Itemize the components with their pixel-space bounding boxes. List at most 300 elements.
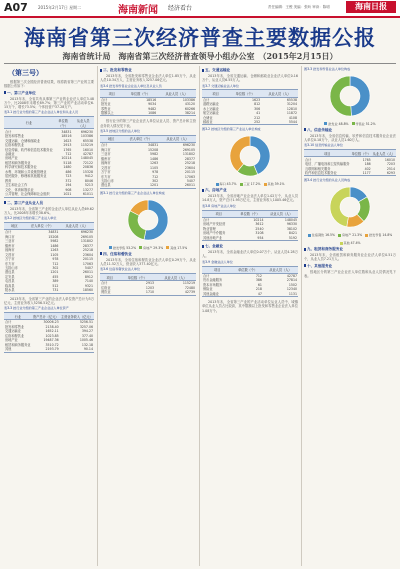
table-cell: 其他: [4, 347, 32, 352]
legend-item: 海口 43.7%: [216, 181, 237, 186]
table-cell: 34831: [61, 129, 72, 134]
table-cell: 712: [65, 152, 72, 156]
chart-legend: [304, 232, 396, 245]
table-cell: 屯昌县: [5, 279, 15, 284]
table-cell: 12810: [286, 106, 297, 111]
table-cell: 邮政业: [202, 120, 229, 125]
masthead: [0, 0, 400, 18]
table-cell: 61: [257, 282, 262, 287]
table-cell: 交通运输业: [5, 329, 21, 334]
legend-item: 批发零售 53.2%: [109, 245, 136, 250]
table-cell: 302: [52, 266, 59, 271]
column-divider: [97, 66, 98, 566]
table-cell: 软件和信息技术服务业: [304, 171, 351, 176]
subheading: 八、信息传输业: [304, 128, 396, 133]
table-cell: 儋州市: [5, 243, 15, 248]
table-caption: 表3-3 按行业分组的第三产业企业法人单位资产: [4, 306, 69, 311]
table-cell: 20115: [184, 170, 195, 175]
table-cell: 18516: [61, 134, 72, 139]
table-cell: 269105: [182, 147, 195, 152]
table-header-row: [100, 273, 196, 280]
table-caption: 表3-4 批发和零售业企业法人单位及从业人员: [100, 83, 162, 88]
paragraph: 2013年末，全省房地产业企业法人单位1.02万个，从业人员14.8万人，资产总计1.95万亿元，主营业务收入1005.46亿元。: [202, 194, 298, 203]
table-cell: 住宿和餐饮业: [5, 143, 25, 148]
legend-item: 房地产 21.3%: [338, 232, 362, 237]
table-caption: 表3-5 按地区分组的法人单位: [100, 129, 141, 134]
table-cell: 水利、环境和公共设施管理业: [5, 169, 47, 174]
table-cell: 34831: [148, 143, 159, 148]
table-cell: 12340: [286, 287, 297, 292]
table-cell: 16010: [82, 147, 93, 152]
table-caption: 表3-1 按行业分组的第三产业企业法人单位和从业人员: [4, 110, 79, 115]
table-cell: 2138.40: [45, 324, 59, 329]
table-cell: 7140: [84, 279, 93, 284]
legend-item: 批发业 48.8%: [324, 121, 348, 126]
column-header: 单位数（个）: [229, 90, 261, 97]
column-header: 主营业务收入（亿元）: [60, 313, 94, 320]
table-caption: 表3-7 交通运输业法人单位: [202, 83, 239, 88]
column-header: 从业人员（人）: [372, 150, 396, 157]
table-cell: 交通运输、仓储和邮政业: [5, 138, 41, 143]
table-cell: 租赁和商务服务业: [5, 342, 31, 347]
table-cell: 16010: [384, 157, 395, 162]
table-cell: 72480: [184, 285, 195, 290]
column-4: [304, 66, 396, 566]
table-cell: 万宁市: [5, 257, 15, 262]
table-header-row: [4, 117, 94, 129]
table-cell: 1263: [50, 248, 59, 253]
table-cell: 澄迈县: [5, 270, 15, 275]
bulletin-number: （第三号）: [8, 69, 43, 77]
table-cell: 定安县: [5, 274, 15, 279]
table-cell: 2514: [386, 166, 395, 171]
table-cell: 合计: [5, 129, 12, 134]
table-cell: 合计: [101, 143, 108, 148]
table-cell: 居民服务、修理和其他服务业: [5, 174, 47, 179]
table-cell: 131802: [80, 239, 93, 244]
table-cell: 互联网和相关服务: [305, 166, 331, 171]
table-cell: 486: [65, 169, 72, 174]
table-caption: 表3-9 金融业法人单位: [202, 259, 233, 264]
column-header: 从业人员（人）: [265, 210, 298, 217]
paragraph: 按地区分的第三产业企业法人单位数和从业人员情况见下表。: [304, 269, 396, 278]
table-cell: 13277: [82, 187, 93, 192]
column-header: 项目: [304, 150, 351, 157]
table-cell: 澄迈县: [100, 183, 122, 188]
table-cell: 712: [255, 273, 262, 278]
subheading: 九、租赁和商务服务业: [304, 247, 396, 252]
column-3: [202, 66, 298, 566]
table-cell: 386: [255, 278, 262, 283]
column-header: 单位数（个）: [54, 117, 73, 129]
table-cell: 696230: [80, 230, 93, 235]
table-cell: 合计: [101, 281, 108, 286]
section-brand: 海南新闻: [118, 5, 158, 16]
table-cell: 731: [25, 288, 60, 293]
table-cell: 377.40: [81, 333, 93, 338]
table-cell: 8421: [288, 231, 297, 236]
table-cell: 五指山市: [5, 266, 18, 271]
legend-swatch: [240, 183, 243, 186]
donut-chart: [118, 197, 178, 243]
table-cell: 2913: [145, 281, 155, 286]
table-cell: 25218: [184, 161, 195, 166]
table-cell: 212: [254, 115, 261, 120]
table-cell: 1021: [54, 192, 73, 197]
table-cell: 儋州市: [101, 156, 111, 161]
table-cell: 25218: [82, 248, 93, 253]
table-cell: 其他金融业: [202, 292, 232, 297]
table-cell: 5982: [150, 152, 159, 157]
table-row: [202, 236, 298, 241]
table-cell: 194: [65, 183, 72, 188]
table-cell: 26011: [82, 270, 93, 275]
table-cell: 1201: [50, 270, 59, 275]
table-cell: 1203: [145, 285, 155, 290]
table-cell: 512: [52, 283, 59, 288]
data-table: [100, 273, 196, 296]
section-name: 经济看台: [168, 5, 193, 12]
table-row: [304, 171, 396, 176]
table-cell: 15208: [48, 234, 59, 239]
legend-swatch: [109, 246, 112, 249]
table-cell: 5544: [261, 120, 298, 125]
data-table: [4, 222, 94, 294]
table-cell: 115219: [80, 143, 93, 148]
table-cell: 978: [152, 170, 159, 175]
subheading: 七、金融业: [202, 244, 298, 249]
table-cell: 1765: [63, 147, 72, 152]
table-cell: 60266: [184, 106, 195, 111]
table-row: [4, 192, 94, 197]
table-cell: 仓储业: [203, 115, 213, 120]
data-table: [202, 89, 298, 125]
pie-slice: [330, 76, 352, 116]
page-headline: 海南省第三次经济普查主要数据公报: [24, 26, 376, 50]
table-cell: 269105: [80, 234, 93, 239]
column-header: 项目: [202, 90, 229, 97]
table-cell: 合计: [203, 273, 210, 278]
table-cell: 41: [256, 111, 261, 116]
column-header: 行业: [4, 117, 54, 129]
table-cell: 28377: [184, 156, 195, 161]
table-cell: 9482: [148, 106, 157, 111]
column-header: 单位数（个）: [232, 266, 262, 273]
table-row: [100, 183, 196, 188]
table-cell: 批发业: [101, 102, 111, 107]
column-header: 单位数（个）: [124, 90, 158, 97]
table-header-row: [4, 222, 94, 229]
table-cell: 房地产业: [5, 338, 18, 343]
subheading: 十、其他服务业: [304, 264, 396, 269]
table-cell: 1005.46: [79, 338, 93, 343]
subheading: 一、第三产业单位: [4, 91, 94, 96]
table-cell: 房地产开发经营: [203, 222, 226, 227]
table-cell: 1480: [63, 165, 72, 170]
table-cell: 资本市场服务: [203, 282, 223, 287]
table-cell: 8912: [84, 274, 93, 279]
table-cell: 812: [254, 102, 261, 107]
table-caption: 表3-2 按地区分组的第三产业法人单位: [4, 216, 57, 221]
table-cell: 20836: [82, 165, 93, 170]
column-header: 项目: [202, 210, 235, 217]
legend-swatch: [352, 122, 355, 125]
table-header-row: [202, 90, 298, 97]
editor-credits: 责任编辑：王俊 美编：张昕 审读：陈明: [268, 5, 330, 9]
legend-swatch: [264, 183, 267, 186]
table-cell: 万宁市: [101, 170, 111, 175]
column-header: 资产总计（亿元）: [32, 313, 60, 320]
table-cell: 5192: [265, 236, 298, 241]
table-cell: 9321: [84, 283, 93, 288]
table-cell: 房地产中介服务: [203, 231, 226, 236]
chart-caption: 图3-3 批发和零售业法人单位构成: [304, 67, 351, 71]
table-cell: 1023.85: [45, 333, 59, 338]
table-cell: 5407: [186, 178, 195, 183]
column-header: 地区: [4, 222, 25, 229]
table-cell: 合计: [5, 230, 12, 235]
table-cell: 42787: [286, 273, 297, 278]
column-divider: [199, 66, 200, 566]
table-cell: 72122: [82, 160, 93, 165]
table-cell: 11872: [286, 111, 297, 116]
table-cell: 696230: [80, 129, 93, 134]
table-cell: 252: [229, 120, 261, 125]
table-cell: 10214: [61, 156, 72, 161]
table-cell: 908: [65, 187, 72, 192]
table-caption: 表3-10 信息传输业法人单位: [304, 143, 343, 148]
paragraph: 2013年末，全省批发和零售业企业法人单位1.85万个，从业人员10.34万人，主营业务收入3257.06亿元。: [100, 74, 196, 83]
table-row: [4, 347, 94, 352]
column-header: 从业人员（人）: [261, 90, 298, 97]
table-cell: 978: [52, 257, 59, 262]
table-cell: 2193.79: [32, 347, 60, 352]
table-cell: 20115: [82, 257, 93, 262]
column-2: [100, 66, 196, 566]
table-cell: 租赁和商务服务业: [5, 160, 31, 165]
subheading: 三、批发和零售业: [100, 68, 196, 73]
table-caption: 表3-6 住宿和餐饮业法人单位: [100, 267, 141, 272]
pie-slice: [350, 76, 370, 116]
legend-swatch: [324, 122, 327, 125]
table-cell: 1201: [122, 183, 159, 188]
table-cell: 23604: [184, 165, 195, 170]
table-cell: 28377: [82, 243, 93, 248]
table-cell: 文昌市: [5, 252, 15, 257]
table-cell: 1710: [119, 290, 155, 295]
column-header: 地区: [100, 135, 122, 142]
chart-caption: 图3-4 按行业分组的从业人员构成: [304, 178, 351, 183]
column-header: 单位数（个）: [235, 210, 264, 217]
legend-item: 其他 39.1%: [264, 181, 285, 186]
table-cell: 琼海市: [5, 248, 15, 253]
table-cell: 批发和零售业: [5, 324, 25, 329]
table-cell: 3612: [255, 222, 264, 227]
table-cell: 372: [65, 178, 72, 183]
table-cell: 3108: [255, 231, 264, 236]
chart-legend: [304, 121, 396, 126]
subheading: 四、住宿和餐饮业: [100, 252, 196, 257]
table-cell: 文昌市: [101, 165, 111, 170]
column-header: 法人单位（个）: [25, 222, 60, 229]
table-cell: 合计: [5, 320, 12, 325]
column-divider: [301, 66, 302, 566]
table-cell: 103386: [182, 97, 195, 102]
column-header: 从业人员（人）: [159, 135, 196, 142]
table-cell: 17063: [82, 261, 93, 266]
table-row: [100, 290, 196, 295]
legend-item: 其他 17.5%: [166, 245, 187, 250]
table-cell: 陵水县: [4, 288, 25, 293]
table-cell: 5256.51: [79, 320, 93, 325]
table-cell: 43120: [184, 102, 195, 107]
table-cell: 合计: [203, 97, 210, 102]
table-cell: 10214: [253, 217, 264, 222]
table-cell: 455: [52, 274, 59, 279]
table-cell: 9412: [84, 174, 93, 179]
table-cell: 712: [152, 174, 159, 179]
table-cell: 1263: [150, 161, 159, 166]
table-row: [100, 111, 196, 116]
table-cell: 航空运输业: [203, 111, 219, 116]
data-table: [202, 266, 298, 298]
table-header-row: [4, 313, 94, 320]
subheading: 二、第三产业从业人员: [4, 201, 94, 206]
table-cell: 31204: [286, 102, 297, 107]
table-cell: 东方市: [5, 261, 15, 266]
table-cell: 5118: [63, 160, 72, 165]
page-number: A07: [4, 1, 28, 14]
newspaper-logo: 海南日报: [346, 1, 396, 13]
table-header-row: [100, 135, 196, 142]
legend-swatch: [166, 246, 169, 249]
table-row: [202, 120, 298, 125]
issue-date: 2015年2月17日 星期二: [38, 5, 82, 10]
table-cell: 696230: [182, 143, 195, 148]
legend-item: 零售业 51.2%: [352, 121, 376, 126]
table-cell: 186: [364, 162, 371, 167]
table-cell: 三亚市: [101, 152, 111, 157]
table-cell: 42739: [155, 290, 196, 295]
table-cell: 批发和零售业: [5, 134, 25, 139]
table-cell: 卫生和社会工作: [5, 183, 28, 188]
data-table: [304, 149, 396, 176]
legend-swatch: [338, 234, 341, 237]
table-cell: 公共管理、社会保障和社会组织: [4, 192, 54, 197]
table-cell: 1105: [50, 252, 59, 257]
table-cell: 61011: [72, 192, 94, 197]
table-header-row: [202, 210, 298, 217]
paragraph: 2013年末，全省第三产业的企业法人单位资产总计为3万亿元，主营业务收入5256.51亿元。: [4, 296, 94, 305]
legend-item: 房地产 29.3%: [139, 245, 163, 250]
table-cell: 东方市: [101, 174, 111, 179]
column-header: 从业人员（人）: [59, 222, 94, 229]
table-header-row: [202, 266, 298, 273]
table-cell: 4108: [288, 115, 297, 120]
table-cell: 42787: [82, 152, 93, 156]
table-cell: 金融业: [5, 152, 15, 156]
table-cell: 712: [52, 261, 59, 266]
table-cell: 18516: [146, 97, 157, 102]
table-cell: 132.18: [81, 342, 93, 347]
legend-item: 住宿餐饮 16.5%: [308, 232, 335, 237]
table-cell: 96330: [286, 222, 297, 227]
table-cell: 65538: [82, 138, 93, 143]
data-table: [100, 135, 196, 189]
data-table: [4, 312, 94, 352]
table-cell: 1486: [50, 243, 59, 248]
table-cell: 3510.72: [45, 342, 59, 347]
table-header-row: [100, 90, 196, 97]
table-cell: 26011: [159, 183, 196, 188]
paragraph: 2013年末，全省金融业法人单位0.07万个，从业人员4.28万人。: [202, 250, 298, 259]
column-header: 从业人员（人）: [72, 117, 94, 129]
table-cell: 15328: [82, 169, 93, 174]
table-cell: 1105: [150, 165, 159, 170]
table-cell: 合计: [203, 217, 210, 222]
table-cell: 保险业: [203, 287, 213, 292]
paragraph: 2013年末，全省住宿和餐饮业企业法人单位0.29万个，从业人员11.52万人，营业收入377.40亿元。: [100, 257, 196, 266]
table-cell: 1765: [362, 157, 371, 162]
data-table: [202, 210, 298, 242]
table-cell: 389: [52, 279, 59, 284]
legend-swatch: [308, 234, 311, 237]
table-cell: 148045: [80, 156, 93, 161]
column-header: 单位数（个）: [351, 150, 372, 157]
table-cell: 1652.11: [45, 329, 59, 334]
table-cell: 306: [254, 106, 261, 111]
table-cell: 65538: [286, 97, 297, 102]
paragraph: 2013年末，全省信息传输、软件和信息技术服务业企业法人单位0.18万个，从业人员1.60万人。: [304, 133, 396, 143]
data-table: [100, 89, 196, 116]
table-cell: 物业管理: [203, 226, 216, 231]
table-cell: 8046: [84, 178, 93, 183]
table-cell: 文化、体育和娱乐业: [5, 187, 34, 192]
table-cell: 90.14: [60, 347, 94, 352]
table-cell: 5982: [50, 239, 59, 244]
table-cell: 6293: [372, 171, 396, 176]
table-cell: 2540: [255, 226, 264, 231]
donut-chart: [320, 73, 380, 119]
table-row: [202, 292, 298, 297]
table-cell: 海口市: [5, 234, 15, 239]
subheading: 六、房地产业: [202, 188, 298, 193]
paragraph: 2013年末，全省交通运输、仓储和邮政业企业法人单位0.16万个，从业人员6.55万人。: [202, 74, 298, 83]
table-cell: 1086: [124, 111, 158, 116]
legend-swatch: [365, 234, 368, 237]
table-cell: 1131: [263, 292, 298, 297]
table-caption: 表3-8 房地产业法人单位: [202, 203, 236, 208]
table-cell: 水上运输业: [203, 106, 219, 111]
table-cell: 零售业: [101, 106, 111, 111]
table-cell: 103386: [80, 134, 93, 139]
column-header: 项目: [100, 90, 124, 97]
legend-swatch: [216, 183, 219, 186]
pie-slice: [330, 187, 350, 227]
table-cell: 海口市: [101, 147, 111, 152]
table-cell: 住宿业: [101, 285, 111, 290]
table-cell: 三亚市: [5, 239, 15, 244]
table-cell: 394.27: [81, 329, 93, 334]
table-cell: 五指山市: [101, 178, 114, 183]
table-cell: 954: [235, 236, 264, 241]
table-cell: 15208: [148, 147, 159, 152]
column-header: 项目: [202, 266, 232, 273]
table-cell: 5407: [84, 266, 93, 271]
paragraph: 根据第三次全国经济普查结果，现将我省第三产业的主要数据公布如下：: [4, 80, 94, 89]
table-cell: 1502: [288, 282, 297, 287]
table-cell: 17063: [184, 174, 195, 179]
